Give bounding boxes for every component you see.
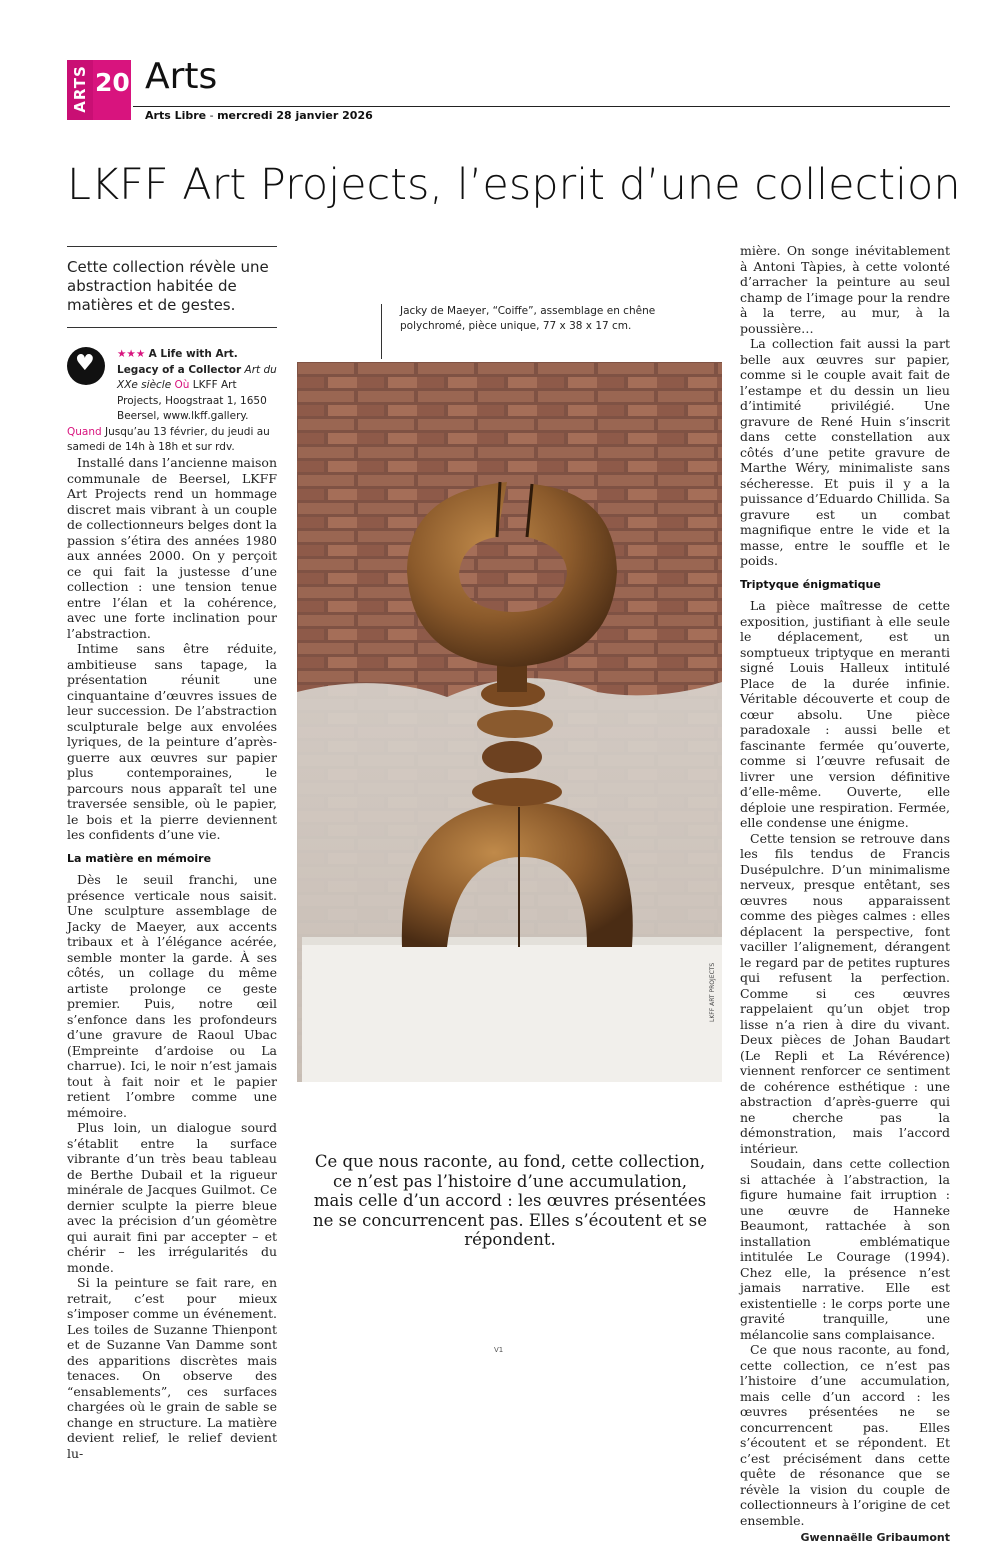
logo-number: 20 [95, 68, 130, 97]
exhibition-dates: Jusqu’au 13 février, du jeudi au samedi de 14h à 18h et sur rdv. [67, 425, 270, 453]
photo-credit: LKFF ART PROJECTS [709, 962, 716, 1022]
photo-caption: Jacky de Maeyer, “Coiffe”, assemblage en chêne polychromé, pièce unique, 77 x 38 x 17 cm. [400, 305, 656, 332]
caption-rule [381, 304, 382, 359]
exhibition-location: LKFF Art Projects, Hoogstraat 1, 1650 Beersel, www.lkff.gallery. [117, 379, 267, 422]
author-byline: Gwennaëlle Gribaumont [800, 1531, 950, 1544]
pull-quote: Ce que nous raconte, au fond, cette collection, ce n’est pas l’histoire d’une accumulation, mais celle d’un accord : les œuvres présentées ne se concurrencent pas. Elles s’écoutent et se répondent. [313, 1152, 707, 1249]
paragraph: Dès le seuil franchi, une présence verticale nous saisit. Une sculpture assemblage de Jacky de Maeyer, aux accents tribaux et à l’élégance acérée, semble monter la garde. À ses côtés, un collage du même artiste prolonge ce geste premier. Puis, notre œil s’enfonce dans les profondeurs d’une gravure de Raoul Ubac (Empreinte d’ardoise ou La charrue). Ici, le noir n’est jamais tout à fait noir et le papier retient l’ombre comme une mémoire. [67, 872, 277, 1120]
subheading: La matière en mémoire [67, 851, 212, 865]
publication-date: mercredi 28 janvier 2026 [217, 109, 373, 122]
section-title: Arts [145, 56, 218, 97]
paragraph: Ce que nous raconte, au fond, cette collection, ce n’est pas l’histoire d’une accumulation, mais celle d’un accord : les œuvres présentées ne se concurrencent pas. Elles s’écoutent et se répondent. Et c’est précisément dans cette quête de résonance que se révèle la vision du couple de collectionneurs à l’origine de cet ensemble. [740, 1342, 950, 1528]
right-column [740, 243, 950, 1546]
section-logo [67, 60, 131, 120]
paragraph: Plus loin, un dialogue sourd s’établit entre la surface vibrante d’un très beau tableau de Berthe Dubail et la rigueur minérale de Jacques Guilmot. Ce dernier sculpte la pierre bleue avec la précision d’un géomètre qui aurait fini par accepter – et chérir – les irrégularités du monde. [67, 1120, 277, 1275]
exhibition-title: A Life with Art. Legacy of a Collector [117, 348, 242, 376]
left-column [67, 455, 277, 1461]
logo-text: ARTS [71, 65, 89, 113]
header-divider [133, 106, 950, 107]
teaser-bottom-rule [67, 327, 277, 328]
rating-stars: ★★★ [117, 348, 146, 360]
page-number: V1 [494, 1346, 504, 1354]
paragraph: La pièce maîtresse de cette exposition, justifiant à elle seule le déplacement, est un somptueux triptyque en meranti signé Louis Halleux intitulé Place de la durée infinie. Véritable découverte et coup de cœur absolu. Une pièce paradoxale : aussi belle et fascinante fermée qu’ouverte, comme si l’œuvre refusait de livrer une version définitive d’elle-même. Ouverte, elle déploie une respiration. Fermée, elle condense une énigme. [740, 598, 950, 830]
sculpture-photo [297, 362, 722, 1082]
event-info [67, 347, 277, 456]
where-label: Où [174, 379, 190, 391]
paragraph: La collection fait aussi la part belle aux œuvres sur papier, comme si le couple avait fait de l’estampe et du dessin un lieu d’intimité privilégié. Une gravure de René Huin s’inscrit dans cette constellation aux côtés d’une petite gravure de Marthe Wéry, minimaliste sans sécheresse. Et puis il y a la puissance d’Eduardo Chillida. Sa gravure est un combat magnifique entre le vide et la masse, entre le souffle et le poids. [740, 336, 950, 568]
when-label: Quand [67, 425, 102, 438]
paragraph: Si la peinture se fait rare, en retrait, c’est pour mieux s’imposer comme un événement. Les toiles de Suzanne Thienpont et de Suzanne Van Damme sont des apparitions discrètes mais tenaces. On observe des “ensablements”, ces surfaces chargées où le grain de sable se change en structure. La matière devient relief, le relief devient lu- [67, 1275, 277, 1461]
paragraph: Cette tension se retrouve dans les fils tendus de Francis Dusépulchre. D’un minimalisme nerveux, presque entêtant, ses œuvres nous apparaissent comme des pièges calmes : elles déplacent la perspective, font vaciller l’alignement, dérangent le regard par de petites ruptures qui refusent la perfection. Comme si ces œuvres rappelaient qu’un objet trop lisse n’a rien à dire du vivant. Deux pièces de Johan Baudart (Le Repli et La Révérence) viennent renforcer ce sentiment de cohérence esthétique : une abstraction d’après-guerre qui ne cherche pas la démonstration, mais l’accord intérieur. [740, 830, 950, 1156]
paragraph: Soudain, dans cette collection si attachée à l’abstraction, la figure humaine fait irruption : une œuvre de Hanneke Beaumont, rattachée à son installation emblématique intitulée Le Courage (1994). Chez elle, la présence n’est jamais narrative. Elle est existentielle : le corps porte une gravité tranquille, une mélancolie sans complaisance. [740, 1156, 950, 1342]
article-teaser: Cette collection révèle une abstraction habitée de matières et de gestes. [67, 258, 269, 314]
article-headline: LKFF Art Projects, l’esprit d’une collection [67, 160, 961, 210]
paragraph: mière. On songe inévitablement à Antoni Tàpies, à cette volonté d’arracher la peinture au seul champ de l’image pour la rendre à la terre, au mur, à la poussière… [740, 243, 950, 336]
paragraph: Intime sans être réduite, ambitieuse sans tapage, la présentation réunit une cinquantaine d’œuvres issues de leur succession. De l’abstraction sculpturale belge aux envolées lyriques, de la peinture d’après-guerre aux œuvres sur papier plus contemporaines, le parcours nous apparaît tel une traversée sensible, où le papier, le bois et la pierre deviennent les confidents d’une vie. [67, 641, 277, 842]
subheading: Triptyque énigmatique [740, 577, 881, 591]
paragraph: Installé dans l’ancienne maison communale de Beersel, LKFF Art Projects rend un hommage discret mais vibrant à un couple de collectionneurs belges dont la passion s’étira des années 1980 aux années 2000. On y perçoit ce qui fait la justesse d’une collection : une tension tenue entre l’élan et la cohérence, avec une forte inclination pour l’abstraction. [67, 455, 277, 641]
dateline: Arts Libre - mercredi 28 janvier 2026 [145, 109, 373, 122]
exhibition-genre: Art du XXe siècle [117, 363, 277, 391]
publication-name: Arts Libre [145, 109, 207, 122]
heart-icon: ♥ [67, 347, 105, 385]
teaser-top-rule [67, 246, 277, 247]
